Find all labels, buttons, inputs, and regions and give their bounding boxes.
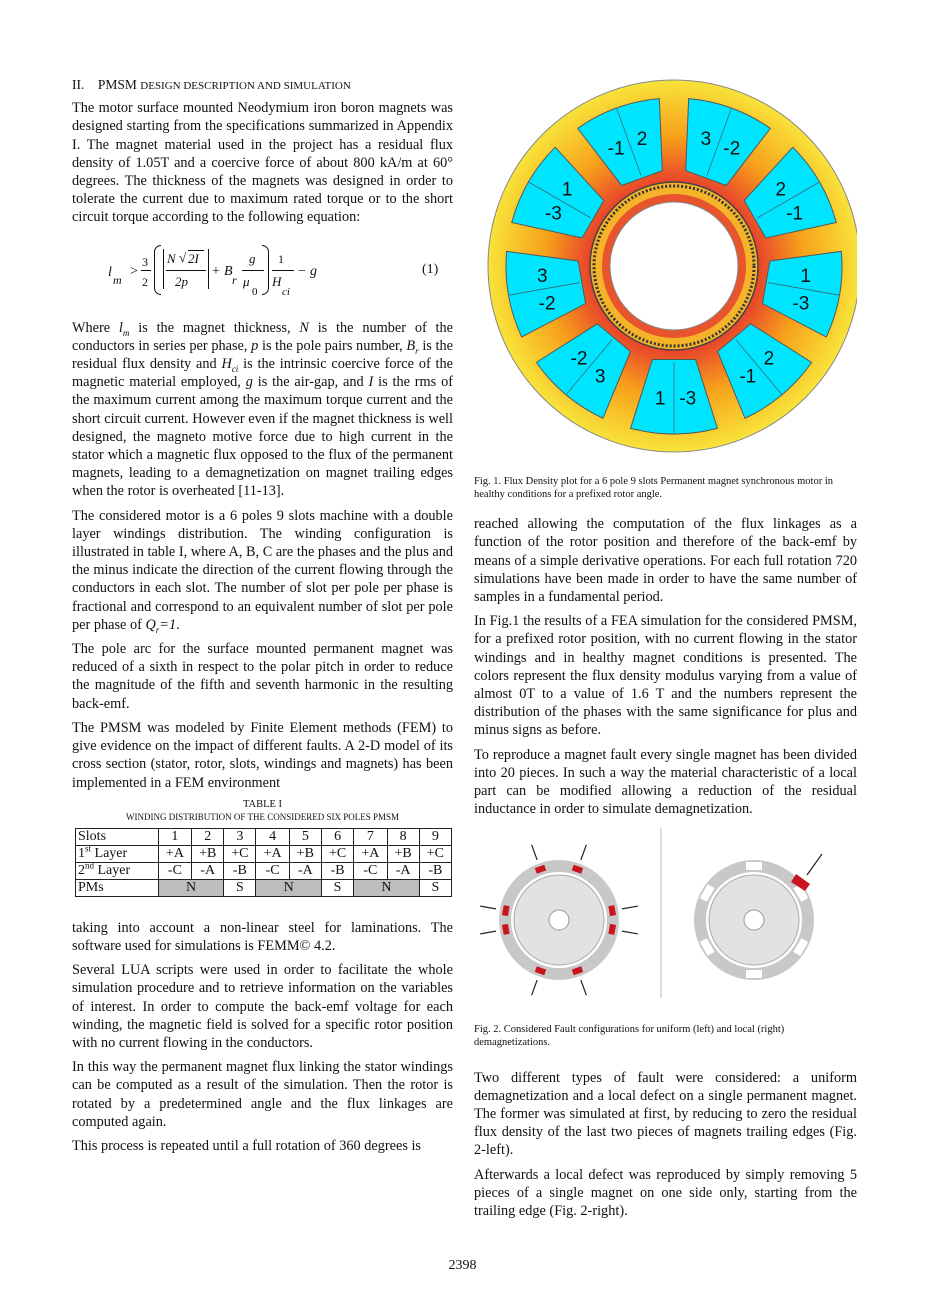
table-cell: N xyxy=(354,879,420,896)
table-row xyxy=(76,879,452,896)
table-cell: S xyxy=(419,879,451,896)
table-cell: 1 xyxy=(158,828,191,845)
table-row xyxy=(76,828,452,845)
equation-1 xyxy=(72,235,453,309)
phase-label: 1 xyxy=(561,179,573,201)
paragraph-magnets: The motor surface mounted Neodymium iron boron magnets was designed starting from the specifications summarized in Appendix I. The magnet material used in the project has a residual flux density of 1.05T and a coercive force of about 800 kA/m at 60° degrees. The thickness of the magnets was designed in order to tolerate the current due to maximum rated torque or to the short circuit torque according to the following equation: xyxy=(72,100,453,226)
rotor-bore xyxy=(610,202,738,330)
figure-1-flux-plot xyxy=(474,76,857,456)
figure-2-caption: Fig. 2. Considered Fault configurations for uniform (left) and local (right) demagnetizations. xyxy=(474,1023,785,1048)
table-cell: N xyxy=(256,879,322,896)
table-cell: S xyxy=(321,879,353,896)
paragraph-two-faults: Two different types of fault were considered: a uniform demagnetization and a local defect on a single permanent magnet. The former was simulated at first, by reducing to zero the residual flux density of the last two pieces of magnets trailing edges (Fig. 2-left). xyxy=(474,1069,857,1159)
table-cell: -B xyxy=(224,862,256,879)
phase-label: 3 xyxy=(537,266,548,288)
paragraph-fea: In Fig.1 the results of a FEA simulation for the considered PMSM, for a prefixed rotor position, with no current flowing in the stator windings and in healthy magnet conditions is presented. The colors represent the flux density modulus varying from a value of almost 0T to a value of 1.6 T and the numbers represent the distribution of the phases with the same significance for plus and minus signs as before. xyxy=(474,613,857,739)
table-cell: 5 xyxy=(289,828,321,845)
row-label-first-layer: 1st Layer xyxy=(76,845,159,862)
table-cell: 2 xyxy=(192,828,224,845)
eq-2I: 2I xyxy=(188,250,199,266)
phase-label: -2 xyxy=(723,138,741,160)
right-column xyxy=(474,76,857,1226)
figure-2-fault-config xyxy=(474,828,857,1013)
eq-minus: − xyxy=(298,263,306,279)
table-cell: 6 xyxy=(321,828,353,845)
winding-table xyxy=(75,828,452,897)
phase-label: 3 xyxy=(700,128,712,150)
paragraph-where: Where $l_m$ is the magnet thickness, N is the number of the conductors in series per phase, p is the pole pairs number, $B_r$ is the residual flux density and $H_{ci}$ is the intrinsic coercive force of the magnetic material employed, g is the air-gap, and I is the rms of the maximum current among the maximum torque current and the short circuit current. However even if the magnet thickness is well designed, the magneto motive force due to high current in the stator which a magnetic flux opposed to the flux of the permanent magnets, leading to a demagnetization on magnet trailing edges when the rotor is overheated [11-13]. xyxy=(72,319,454,500)
table-cell: 7 xyxy=(354,828,387,845)
eq-sub-zero: 0 xyxy=(252,285,258,298)
table-cell: -A xyxy=(192,862,224,879)
demag-arrow xyxy=(480,932,496,935)
eq-g-num: g xyxy=(249,250,256,266)
table-cell: +C xyxy=(419,845,451,862)
row-label-second-layer: 2nd Layer xyxy=(76,862,159,879)
stator-gap xyxy=(746,862,762,870)
row-label-pms: PMs xyxy=(76,879,159,896)
phase-label: -2 xyxy=(570,348,588,370)
eq-abs-right xyxy=(208,249,209,289)
paragraph-pole-arc: The pole arc for the surface mounted permanent magnet was reduced of a sixth in respect to the polar pitch in order to reduce the magnitude of the fifth and seventh harmonic in the resulting back-emf. xyxy=(72,641,453,712)
table-cell: +C xyxy=(321,845,353,862)
table-row xyxy=(76,845,452,862)
fault-uniform-diagram xyxy=(480,845,638,995)
demag-arrow xyxy=(480,907,496,910)
phase-label: 1 xyxy=(800,266,811,288)
table-caption xyxy=(72,798,453,824)
eq-sub-ci: ci xyxy=(282,285,290,298)
demag-arrow xyxy=(622,932,638,935)
table-cell: +B xyxy=(289,845,321,862)
table-cell: +A xyxy=(354,845,387,862)
eq-g: g xyxy=(310,263,317,279)
table-cell: -B xyxy=(321,862,353,879)
phase-label: -1 xyxy=(739,366,757,388)
eq-abs-left xyxy=(163,249,164,289)
phase-label: 2 xyxy=(636,128,648,150)
phase-label: 3 xyxy=(594,366,606,388)
table-cell: +C xyxy=(224,845,256,862)
table-cell: -B xyxy=(419,862,451,879)
phase-label: -3 xyxy=(679,388,697,410)
paragraph-rotation: This process is repeated until a full rotation of 360 degrees is xyxy=(72,1137,421,1154)
paragraph-lua: Several LUA scripts were used in order to facilitate the whole simulation procedure and to retrieve information on the variables of interest. In order to compute the back-emf voltage for each winding, the magnetic field is solved for a specific rotor position with no current flowing in the conductors. xyxy=(72,962,453,1051)
figure-1-caption: Fig. 1. Flux Density plot for a 6 pole 9 slots Permanent magnet synchronous motor in healthy conditions for a prefixed rotor angle. xyxy=(474,476,834,501)
demag-arrow xyxy=(532,981,537,996)
paragraph-flux-linkages: reached allowing the computation of the flux linkages as a function of the rotor position and therefore of the back-emf by means of a simple derivative operations. For each full rotation 720 simulations have been made in order to have the same number of samples in a fundamental period. xyxy=(474,516,857,606)
table-cell: -C xyxy=(354,862,387,879)
stator-gap xyxy=(746,970,762,978)
demag-arrow xyxy=(581,845,586,860)
eq-frac-line-2 xyxy=(166,270,206,271)
paragraph-flux-link: In this way the permanent magnet flux linking the stator windings can be computed as a result of the simulation. Then the rotor is rotated by a predetermined angle and the flux linkages are computed again. xyxy=(72,1059,453,1130)
phase-label: -1 xyxy=(607,138,625,160)
eq-one: 1 xyxy=(278,251,284,266)
section-number: II. xyxy=(72,77,85,92)
eq-N: N xyxy=(167,250,176,266)
eq-gt: > xyxy=(130,263,138,279)
paragraph-motor: The considered motor is a 6 poles 9 slots machine with a double layer windings distribution. The winding configuration is illustrated in table I, where A, B, C are the phases and the plus and the minus indicate the direction of the current flowing through the conductors in each slot. The number of slot per pole per phase is fractional and correspond to an equivalent number of slot per pole per phase of $Q_r=1$. xyxy=(72,507,453,635)
table-label: TABLE I xyxy=(242,798,283,810)
eq-paren-right xyxy=(262,245,269,295)
table-cell: -C xyxy=(158,862,191,879)
table-cell: -A xyxy=(387,862,419,879)
phase-label: 2 xyxy=(763,348,775,370)
paragraph-fem: The PMSM was modeled by Finite Element methods (FEM) to give evidence on the impact of different faults. A 2-D model of its cross section (stator, rotor, slots, windings and magnets) has been implemented in a FEM environment xyxy=(72,719,453,791)
table-cell: +B xyxy=(387,845,419,862)
eq-frac-line-1 xyxy=(141,270,151,271)
eq-three: 3 xyxy=(142,254,148,269)
eq-frac-line-3 xyxy=(242,270,264,271)
eq-l: l xyxy=(108,264,112,280)
fault-local-diagram xyxy=(694,854,822,980)
shaft-right xyxy=(744,910,764,930)
table-cell: S xyxy=(224,879,256,896)
page-number: 2398 xyxy=(448,1258,477,1273)
table-cell: 4 xyxy=(256,828,289,845)
section-heading xyxy=(72,76,453,95)
eq-B: B xyxy=(224,263,233,279)
shaft-left xyxy=(549,910,569,930)
eq-plus: + xyxy=(212,263,220,279)
phase-label: -3 xyxy=(792,293,810,315)
paragraph-magnet-fault: To reproduce a magnet fault every single magnet has been divided into 20 pieces. In such a way the material characteristic of a local part can be modified allowing a reduction of the residual inductance in order to simulate demagnetization. xyxy=(474,746,857,818)
table-cell: +A xyxy=(158,845,191,862)
table-cell: +B xyxy=(192,845,224,862)
local-fault-arrow xyxy=(807,854,822,875)
table-cell: N xyxy=(158,879,224,896)
paragraph-local-defect: Afterwards a local defect was reproduced by simply removing 5 pieces of a single magnet on one side only, starting from the trailing edge (Fig. 2-right). xyxy=(474,1166,857,1220)
equation-number: (1) xyxy=(422,261,439,277)
eq-sub-r: r xyxy=(232,272,237,287)
eq-mu: μ xyxy=(243,273,250,289)
phase-label: -2 xyxy=(538,293,556,315)
eq-sqrt: √ xyxy=(179,249,187,265)
left-column xyxy=(72,76,453,1161)
phase-label: -1 xyxy=(786,203,804,225)
row-label-slots: Slots xyxy=(76,828,159,845)
table-cell: 3 xyxy=(224,828,256,845)
table-cell: 8 xyxy=(387,828,419,845)
phase-label: 1 xyxy=(654,388,666,410)
eq-sub-m: m xyxy=(113,272,122,287)
table-title: WINDING DISTRIBUTION OF THE CONSIDERED SIX POLES PMSM xyxy=(125,811,400,822)
table-row xyxy=(76,862,452,879)
eq-2p: 2p xyxy=(175,273,188,289)
phase-label: 2 xyxy=(775,179,787,201)
demag-arrow xyxy=(622,907,638,910)
eq-two: 2 xyxy=(142,274,148,289)
phase-label: -3 xyxy=(544,203,562,225)
table-cell: -A xyxy=(289,862,321,879)
eq-paren-left xyxy=(154,245,161,295)
eq-H: H xyxy=(272,273,282,289)
demag-arrow xyxy=(532,845,537,860)
table-cell: -C xyxy=(256,862,289,879)
eq-frac-line-4 xyxy=(272,270,294,271)
section-title-rest: DESIGN DESCRIPTION AND SIMULATION xyxy=(140,80,351,92)
table-cell: 9 xyxy=(419,828,451,845)
paragraph-steel: taking into account a non-linear steel for laminations. The software used for simulations is FEMM© 4.2. xyxy=(72,919,453,954)
demag-arrow xyxy=(581,981,586,996)
table-cell: +A xyxy=(256,845,289,862)
section-title-lead: PMSM xyxy=(97,77,141,92)
